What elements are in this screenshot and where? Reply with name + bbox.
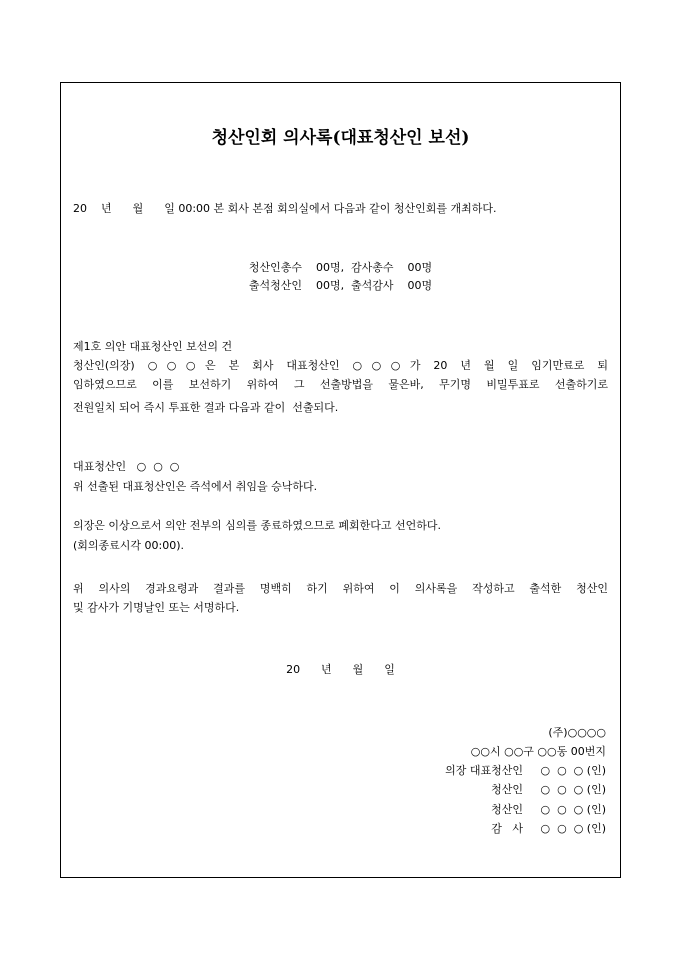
signature-row-chair: 의장 대표청산인 ○ ○ ○ (인) [445,764,606,777]
elected-acceptance: 위 선출된 대표청산인은 즉석에서 취임을 승낙하다. [73,480,318,493]
statement-line-1: 위 의사의 경과요령과 결과를 명백히 하기 위하여 이 의사록을 작성하고 출석한 청산인 [73,582,608,595]
intro-text: 20 년 월 일 00:00 본 회사 본점 회의실에서 다음과 같이 청산인회를 개최하다. [73,202,497,215]
attendance-line-2: 출석청산인 00명, 출석감사 00명 [248,279,433,292]
closing-time: (회의종료시각 00:00). [73,539,185,552]
elected-name: 대표청산인 ○ ○ ○ [73,460,180,473]
company-address: ○○시 ○○구 ○○동 00번지 [470,745,606,758]
closing-declaration: 의장은 이상으로서 의안 전부의 심의를 종료하였으므로 폐회한다고 선언하다. [73,519,442,532]
agenda-heading: 제1호 의안 대표청산인 보선의 건 [73,340,233,353]
signature-row-auditor: 감 사 ○ ○ ○ (인) [491,822,606,835]
agenda-body-line-3: 전원일치 되어 즉시 투표한 결과 다음과 같이 선출되다. [73,401,339,414]
document-date: 20 년 월 일 [286,663,395,676]
agenda-body-line-2: 임하였으므로 이를 보선하기 위하여 그 선출방법을 물은바, 무기명 비밀투표로 선출하기로 [73,378,608,391]
document-page [60,82,621,878]
attendance-line-1: 청산인총수 00명, 감사총수 00명 [248,261,433,274]
company-name: (주)○○○○ [548,726,606,739]
document-title: 청산인회 의사록(대표청산인 보선) [211,128,470,148]
statement-line-2: 및 감사가 기명날인 또는 서명하다. [73,601,240,614]
agenda-body-line-1: 청산인(의장) ○○○은 본 회사 대표청산인 ○○○가 20 년 월 일 임기만료로 퇴 [73,359,608,372]
signature-row-liquidator-2: 청산인 ○ ○ ○ (인) [491,803,606,816]
signature-row-liquidator-1: 청산인 ○ ○ ○ (인) [491,783,606,796]
